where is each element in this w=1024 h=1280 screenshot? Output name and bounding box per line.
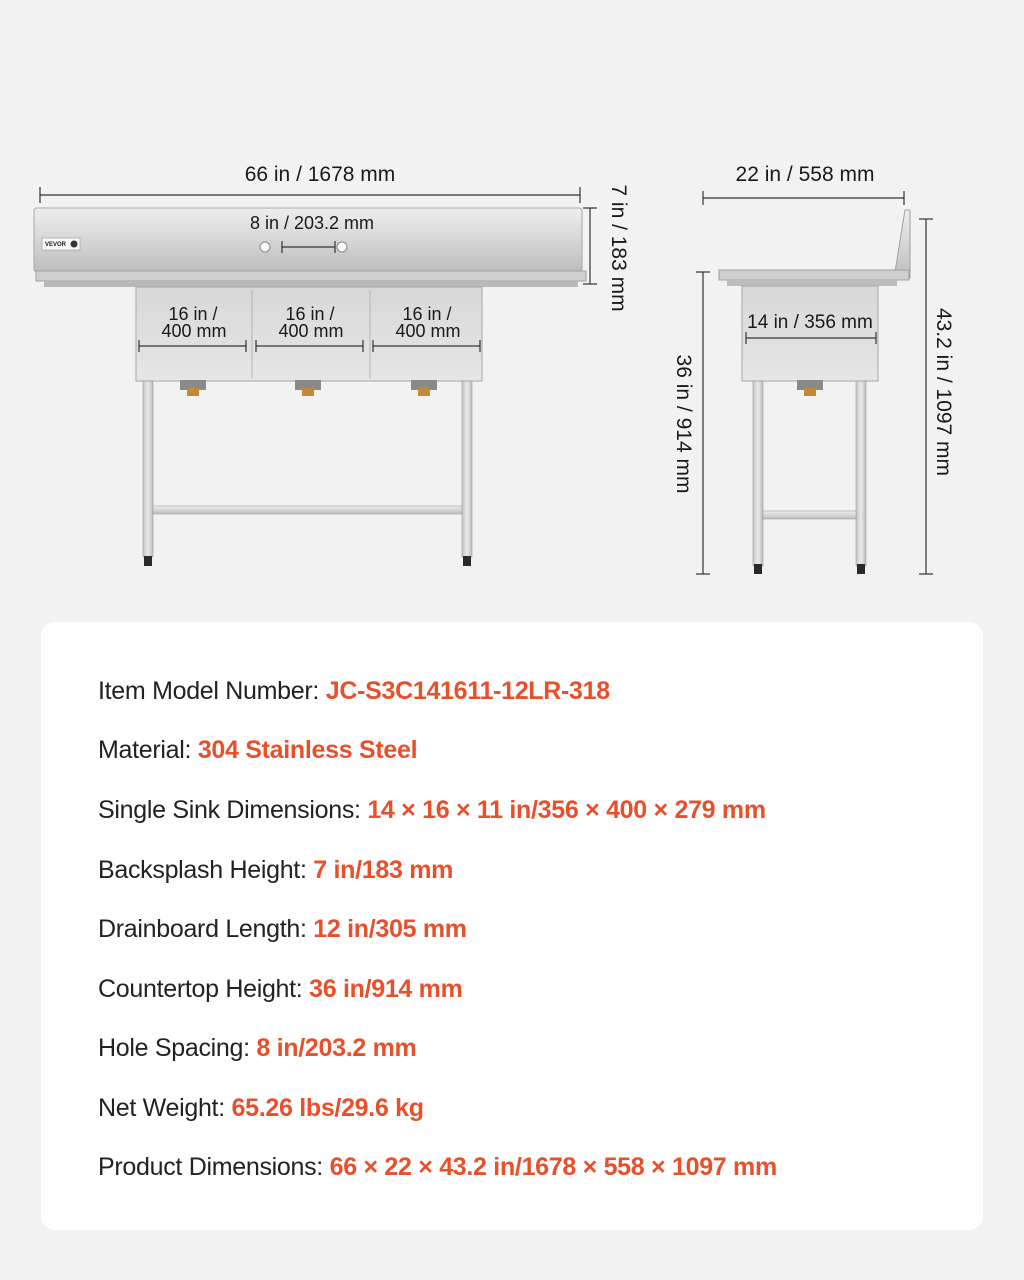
bowl-3-width-line1: 16 in / xyxy=(402,304,452,324)
spec-label: Backsplash Height: xyxy=(98,856,314,884)
spec-label: Drainboard Length: xyxy=(98,915,314,943)
counter-lip xyxy=(36,271,586,281)
spec-label: Material: xyxy=(98,736,198,764)
spec-row-product-dimensions xyxy=(98,1150,777,1184)
depth-label: 22 in / 558 mm xyxy=(735,163,875,186)
faucet-hole-left xyxy=(260,242,270,252)
spec-value: 65.26 lbs/29.6 kg xyxy=(231,1094,424,1122)
spec-value: 12 in/305 mm xyxy=(313,915,467,943)
spec-row-model-number xyxy=(98,674,610,708)
side-legs xyxy=(753,381,866,574)
spec-value: 14 × 16 × 11 in/356 × 400 × 279 mm xyxy=(367,796,766,824)
countertop-height-label: 36 in / 914 mm xyxy=(672,354,695,494)
spec-value: 36 in/914 mm xyxy=(309,975,463,1003)
hole-spacing-label: 8 in / 203.2 mm xyxy=(249,213,375,233)
spec-value: 66 × 22 × 43.2 in/1678 × 558 × 1097 mm xyxy=(329,1153,777,1181)
total-height-dimension-line xyxy=(919,219,933,574)
side-countertop xyxy=(719,270,909,280)
side-drain-fitting xyxy=(804,388,816,396)
bowl-2-width-line2: 400 mm xyxy=(278,321,344,341)
spec-row-net-weight xyxy=(98,1091,424,1125)
spec-value: 8 in/203.2 mm xyxy=(256,1034,417,1062)
depth-dimension-line xyxy=(703,191,904,205)
spec-value: JC-S3C141611-12LR-318 xyxy=(325,677,610,705)
side-backsplash xyxy=(895,210,910,278)
spec-row-hole-spacing xyxy=(98,1031,416,1065)
bowl-2-width-line1: 16 in / xyxy=(285,304,335,324)
side-counter-edge xyxy=(727,280,897,286)
spec-row-material xyxy=(98,733,417,767)
spec-row-single-sink-dimensions xyxy=(98,793,766,827)
total-height-label: 43.2 in / 1097 mm xyxy=(932,307,955,477)
spec-label: Hole Spacing: xyxy=(98,1034,257,1062)
spec-label: Single Sink Dimensions: xyxy=(98,796,368,824)
spec-row-drainboard-length xyxy=(98,912,467,946)
counter-edge xyxy=(44,281,578,287)
backsplash-height-label: 7 in / 183 mm xyxy=(607,184,630,312)
spec-label: Countertop Height: xyxy=(98,975,310,1003)
spec-label: Product Dimensions: xyxy=(98,1153,330,1181)
bowl-1-width-line2: 400 mm xyxy=(161,321,227,341)
spec-label: Net Weight: xyxy=(98,1094,232,1122)
front-legs xyxy=(143,381,472,566)
spec-value: 7 in/183 mm xyxy=(313,856,454,884)
spec-label: Item Model Number: xyxy=(98,677,326,705)
bowl-1-width-line1: 16 in / xyxy=(168,304,218,324)
front-view xyxy=(34,163,630,566)
countertop-height-dimension-line xyxy=(696,272,710,574)
drain-fittings xyxy=(180,380,437,396)
brand-logo-text: VEVOR xyxy=(45,242,67,248)
sink-dimension-diagram xyxy=(0,0,1024,620)
total-width-label: 66 in / 1678 mm xyxy=(244,163,396,186)
side-view xyxy=(672,163,955,574)
specification-card xyxy=(41,622,983,1230)
width-dimension-line xyxy=(40,187,580,203)
bowl-3-width-line2: 400 mm xyxy=(395,321,461,341)
spec-row-backsplash-height xyxy=(98,853,453,887)
bowl-depth-label: 14 in / 356 mm xyxy=(747,312,873,333)
side-bowl xyxy=(742,286,878,381)
spec-value: 304 Stainless Steel xyxy=(197,736,418,764)
faucet-hole-right xyxy=(337,242,347,252)
spec-row-countertop-height xyxy=(98,972,463,1006)
brand-badge-icon xyxy=(71,241,78,248)
